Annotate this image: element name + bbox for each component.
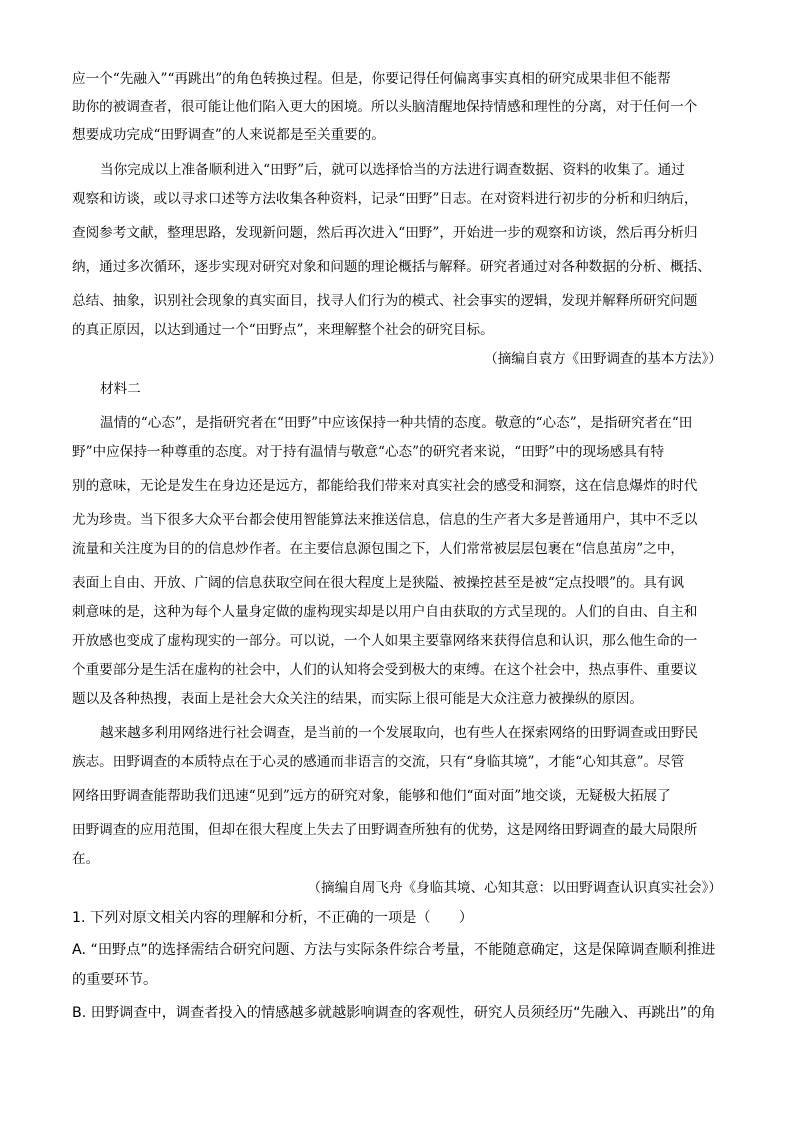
option-a-continued: 的重要环节。 [72,972,158,988]
text-line: 尤为珍贵。当下很多大众平台都会使用智能算法来推送信息，信息的生产者大多是普通用户，其中不乏以 [72,512,698,528]
text-line: 族志。田野调查的本质特点在于心灵的感通而非语言的交流，只有“身临其境”，才能“心知其意”。尽管 [72,754,685,770]
text-line: 观察和访谈，或以寻求口述等方法收集各种资料，记录“田野”日志。在对资料进行初步的分析和归纳后， [72,191,698,207]
text-line: 流量和关注度为目的的信息炒作者。在主要信息源包围之下，人们常常被层层包裹在“信息茧房”之中， [72,541,685,557]
text-line: 助你的被调查者，很可能让他们陷入更大的困境。所以头脑清醒地保持情感和理性的分离，对于任何一个 [72,99,698,115]
text-line: 纳，通过多次循环，逐步实现对研究对象和问题的理论概括与解释。研究者通过对各种数据的分析、概括、 [72,259,711,275]
text-line: 刺意味的是，这种为每个人量身定做的虚构现实却是以用户自由获取的方式呈现的。人们的自由、自主和 [72,604,698,620]
text-line: 查阅参考文献，整理思路，发现新问题，然后再次进入“田野”，开始进一步的观察和访谈，然后再分析归 [72,225,698,241]
text-line: 开放感也变成了虚构现实的一部分。可以说，一个人如果主要靠网络来获得信息和认识，那么他生命的一 [72,633,698,649]
text-line: 想要成功完成“田野调查”的人来说都是至关重要的。 [72,127,385,143]
text-line: 应一个“先融入”“再跳出”的角色转换过程。但是，你要记得任何偏离事实真相的研究成果非但不能帮 [72,71,671,87]
text-line: 田野调查的应用范围，但却在很大程度上失去了田野调查所独有的优势，这是网络田野调查的最大局限所 [72,822,698,838]
option-a: A. “田野点”的选择需结合研究问题、方法与实际条件综合考量，不能随意确定，这是保障调查顺利推进 [72,942,716,958]
text-line: 总结、抽象，识别社会现象的真实面目，找寻人们行为的模式、社会事实的逻辑，发现并解释所研究问题 [72,293,698,309]
text-line: 题以及各种热搜，表面上是社会大众关注的结果，而实际上很可能是大众注意力被操纵的原因。 [72,691,643,707]
text-line: 个重要部分是生活在虚构的社会中，人们的认知将会受到极大的束缚。在这个社会中，热点事件、重要议 [72,662,698,678]
option-b: B. 田野调查中，调查者投入的情感越多就越影响调查的客观性，研究人员须经历“先融入、再跳出”的角 [72,1005,716,1021]
section-heading: 材料二 [100,381,141,397]
text-line: 野”中应保持一种尊重的态度。对于持有温情与敬意“心态”的研究者来说，“田野”中的现场感具有特 [72,444,665,460]
text-line: 网络田野调查能帮助我们迅速“见到”远方的研究对象，能够和他们“面对面”地交谈，无疑极大拓展了 [72,788,671,804]
text-line: 越来越多利用网络进行社会调查，是当前的一个发展取向，也有些人在探索网络的田野调查或田野民 [100,725,699,741]
text-line: 当你完成以上准备顺利进入“田野”后，就可以选择恰当的方法进行调查数据、资料的收集了。通过 [100,162,685,178]
source-citation: （摘编自袁方《田野调查的基本方法》） [484,351,722,367]
text-line: 的真正原因，以达到通过一个“田野点”，来理解整个社会的研究目标。 [72,322,494,338]
source-citation: （摘编自周飞舟《身临其境、心知其意：以田野调查认识真实社会》） [307,880,722,896]
text-line: 表面上自由、开放、广阔的信息获取空间在很大程度上是狭隘、被操控甚至是被“定点投喂”的。具有讽 [72,575,685,591]
text-line: 别的意味，无论是发生在身边还是远方，都能给我们带来对真实社会的感受和洞察，这在信息爆炸的时代 [72,478,698,494]
question-stem: 1. 下列对原文相关内容的理解和分析，不正确的一项是（ ） [72,910,474,926]
text-line: 温情的“心态”，是指研究者在“田野”中应该保持一种共情的态度。敬意的“心态”，是指研究者在“田 [100,415,693,431]
text-line: 在。 [72,851,100,867]
